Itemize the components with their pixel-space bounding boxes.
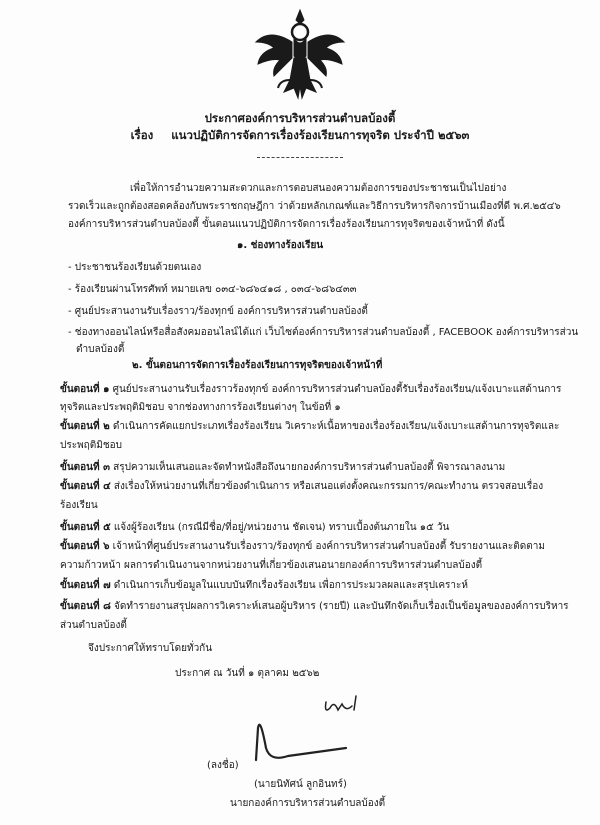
channel-item: - ร้องเรียนผ่านโทรศัพท์ หมายเลข ๐๓๔-๖๘๖๔๑๘ , ๐๓๔-๖๘๖๔๓๓ <box>68 284 357 295</box>
step-label: ขั้นตอนที่ ๑ <box>60 384 110 395</box>
step-text: ส่งเรื่องให้หน่วยงานที่เกี่ยวข้องดำเนินการ หรือเสนอแต่งตั้งคณะกรรมการ/คณะทำงาน ตรวจสอบเรื่อง <box>113 481 544 492</box>
step-6-continued: ความก้าวหน้า ผลการดำเนินงานจากหน่วยงานที่เกี่ยวข้องเสนอนายกองค์การบริหารส่วนตำบลบ้องตี้ <box>60 560 483 571</box>
channel-item: - ช่องทางออนไลน์หรือสื่อสังคมออนไลน์ได้แก่ เว็บไซต์องค์การบริหารส่วนตำบลบ้องตี้ , FACEBOOK องค์การบริหารส่วน <box>68 327 579 338</box>
step-3 <box>60 462 505 474</box>
step-text: ศูนย์ประสานงานรับเรื่องราวร้องทุกข์ องค์การบริหารส่วนตำบลบ้องตี้รับเรื่องร้องเรียน/แจ้งเบาะแสด้านการ <box>112 384 562 395</box>
document-title: ประกาศองค์การบริหารส่วนตำบลบ้องตี้ <box>204 111 396 125</box>
step-1 <box>60 384 561 396</box>
garuda-emblem-icon <box>250 8 350 103</box>
step-6 <box>60 541 545 553</box>
step-label: ขั้นตอนที่ ๗ <box>60 580 111 591</box>
step-text: ดำเนินการเก็บข้อมูลในแบบบันทึกเรื่องร้องเรียน เพื่อการประมวลผลและสรุปเคราะห์ <box>113 580 469 591</box>
step-8-continued: ส่วนตำบลบ้องตี้ <box>60 620 127 631</box>
document-subject <box>0 127 600 145</box>
step-4-continued: ร้องเรียน <box>60 500 98 511</box>
step-8 <box>60 601 569 613</box>
channel-item-continued: ตำบลบ้องตี้ <box>76 344 125 355</box>
title-divider <box>257 157 343 158</box>
section2-heading: ๒. ขั้นตอนการจัดการเรื่องร้องเรียนการทุจริตของเจ้าหน้าที่ <box>132 360 383 371</box>
signer-position: นายกองค์การบริหารส่วนตำบลบ้องตี้ <box>230 798 386 809</box>
step-7 <box>60 580 468 592</box>
intro-line: องค์การบริหารส่วนตำบลบ้องตี้ ขั้นตอนแนวปฏิบัติการจัดการเรื่องร้องเรียนการทุจริตของเจ้าหน้าที่ ดังนี้ <box>68 219 505 230</box>
step-2-continued: ประพฤติมิชอบ <box>60 440 122 451</box>
signer-name: (นายนิทัศน์ ลูกอินทร์) <box>254 779 347 790</box>
step-4 <box>60 481 543 493</box>
step-label: ขั้นตอนที่ ๘ <box>60 601 111 612</box>
closing-date: ประกาศ ณ วันที่ ๑ ตุลาคม ๒๕๖๒ <box>175 668 320 679</box>
intro-line: เพื่อให้การอำนวยความสะดวกและการตอบสนองความต้องการของประชาชนเป็นไปอย่าง <box>130 183 507 194</box>
step-text: เจ้าหน้าที่ศูนย์ประสานงานรับเรื่องราว/ร้องทุกข์ องค์การบริหารส่วนตำบลบ้องตี้ รับรายงานและติดตาม <box>112 541 545 552</box>
step-label: ขั้นตอนที่ ๒ <box>60 421 110 432</box>
subject-text: แนวปฏิบัติการจัดการเรื่องร้องเรียนการทุจริต ประจำปี ๒๕๖๓ <box>171 128 470 142</box>
channel-item: - ศูนย์ประสานงานรับเรื่องราว/ร้องทุกข์ องค์การบริหารส่วนตำบลบ้องตี้ <box>68 306 368 317</box>
step-2 <box>60 421 559 433</box>
section1-heading: ๑. ช่องทางร้องเรียน <box>237 240 324 251</box>
step-label: ขั้นตอนที่ ๖ <box>60 541 110 552</box>
step-text: แจ้งผู้ร้องเรียน (กรณีมีชื่อ/ที่อยู่/หน่วยงาน ชัดเจน) ทราบเบื้องต้นภายใน ๑๕ วัน <box>113 522 450 533</box>
step-text: ดำเนินการคัดแยกประเภทเรื่องร้องเรียน วิเคราะห์เนื้อหาของเรื่องร้องเรียน/แจ้งเบาะแสด้านการทุจริตและ <box>112 421 560 432</box>
channel-item: - ประชาชนร้องเรียนด้วยตนเอง <box>68 262 202 273</box>
step-label: ขั้นตอนที่ ๓ <box>60 462 110 473</box>
intro-line: รวดเร็วและถูกต้องสอดคล้องกับพระราชกฤษฎีกา ว่าด้วยหลักเกณฑ์และวิธีการบริหารกิจการบ้านเมืองที่ดี พ.ศ.๒๕๔๖ <box>68 201 561 212</box>
step-label: ขั้นตอนที่ ๔ <box>60 481 111 492</box>
closing-announce: จึงประกาศให้ทราบโดยทั่วกัน <box>88 643 213 654</box>
step-label: ขั้นตอนที่ ๕ <box>60 522 111 533</box>
step-5 <box>60 522 449 534</box>
step-1-continued: ทุจริตและประพฤติมิชอบ จากช่องทางการร้องเรียนต่างๆ ในข้อที่ ๑ <box>60 402 341 413</box>
step-text: สรุปความเห็นเสนอและจัดทำหนังสือถึงนายกองค์การบริหารส่วนตำบลบ้องตี้ พิจารณาลงนาม <box>113 462 506 473</box>
sign-prefix: (ลงชื่อ) <box>207 760 239 771</box>
handwritten-signature <box>228 688 378 768</box>
subject-prefix: เรื่อง <box>130 128 154 142</box>
step-text: จัดทำรายงานสรุปผลการวิเคราะห์เสนอผู้บริหาร (รายปี) และบันทึกจัดเก็บเรื่องเป็นข้อมูลขององค์การบริหาร <box>113 601 569 612</box>
